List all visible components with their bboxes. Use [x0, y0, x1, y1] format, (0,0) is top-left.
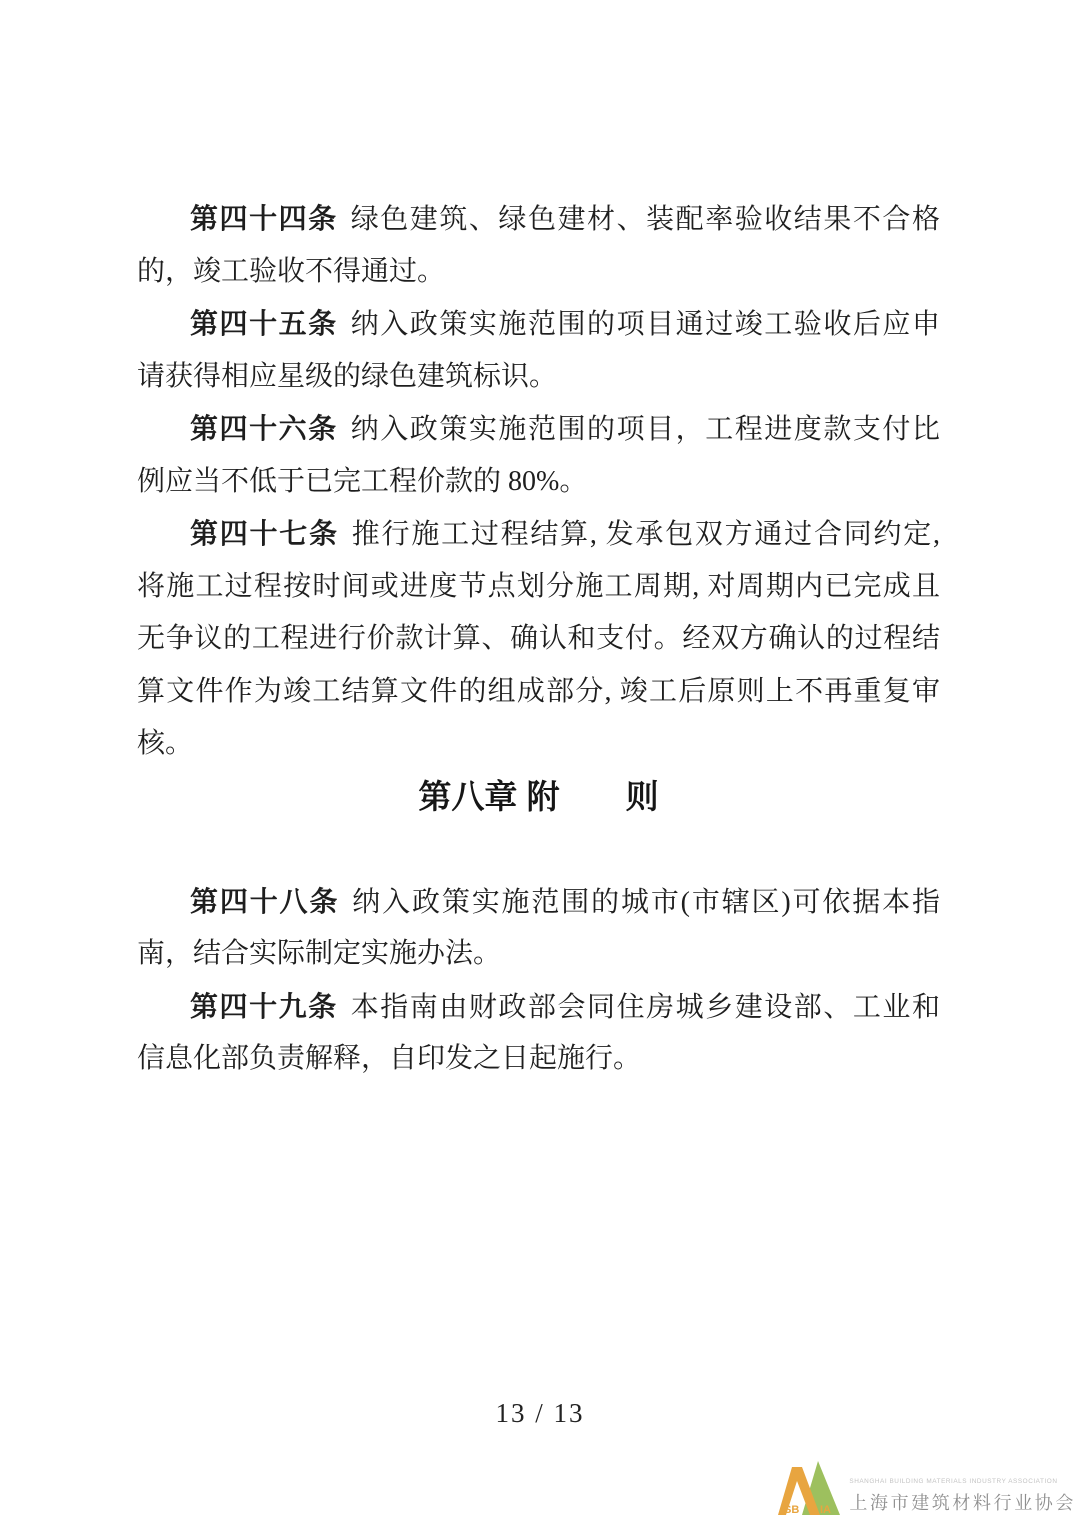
doc-line — [137, 981, 940, 1034]
doc-line-text: 的，竣工验收不得通过。 — [137, 255, 446, 287]
doc-line — [137, 1033, 940, 1086]
chapter-heading: 第八章 附 则 — [418, 777, 659, 815]
doc-line-text: 南，结合实际制定实施办法。 — [137, 938, 502, 969]
page-number: 13 / 13 — [495, 1398, 585, 1428]
doc-line — [137, 613, 940, 666]
doc-line-text: 纳入政策实施范围的项目，工程进度款支付比 — [350, 414, 940, 445]
doc-line-text: 纳入政策实施范围的项目通过竣工验收后应申 — [350, 309, 940, 340]
logo-monogram-left: SB — [784, 1504, 800, 1516]
doc-line-text: 纳入政策实施范围的城市(市辖区)可依据本指 — [352, 886, 940, 918]
doc-line — [137, 561, 940, 614]
doc-line — [137, 403, 940, 456]
doc-line-text: 推行施工过程结算, 发承包双方通过合同约定, — [351, 519, 940, 550]
doc-line-text: 算文件作为竣工结算文件的组成部分, 竣工后原则上不再重复审 — [137, 675, 940, 707]
doc-line — [137, 718, 940, 771]
doc-line — [137, 666, 940, 719]
association-logo — [776, 1459, 1076, 1517]
logo-text-block — [849, 1478, 1076, 1517]
doc-line — [137, 351, 940, 404]
document-body — [137, 193, 940, 1086]
article-number: 第四十九条 — [190, 990, 338, 1022]
doc-line — [137, 508, 940, 561]
article-number: 第四十六条 — [190, 413, 338, 444]
doc-line-text: 信息化部负责解释，自印发之日起施行。 — [137, 1043, 642, 1074]
logo-mountain-icon — [776, 1459, 842, 1517]
doc-line — [137, 298, 940, 351]
doc-line-text: 绿色建筑、绿色建材、装配率验收结果不合格 — [350, 204, 940, 235]
doc-line-text: 请获得相应星级的绿色建筑标识。 — [137, 360, 558, 392]
article-number: 第四十五条 — [190, 308, 338, 339]
doc-line-text: 核。 — [137, 728, 194, 759]
article-number: 第四十七条 — [190, 518, 339, 549]
doc-line-text: 例应当不低于已完工程价款的 80%。 — [137, 465, 588, 497]
doc-line — [137, 928, 940, 981]
doc-line — [137, 456, 940, 509]
logo-name-chinese: 上海市建筑材料行业协会 — [849, 1493, 1076, 1513]
doc-line — [137, 193, 940, 246]
doc-line-text: 将施工过程按时间或进度节点划分施工周期, 对周期内已完成且 — [137, 570, 940, 602]
doc-line — [137, 876, 940, 929]
doc-line — [137, 246, 940, 299]
doc-line-text: 无争议的工程进行价款计算、确认和支付。经双方确认的过程结 — [137, 623, 940, 654]
article-number: 第四十八条 — [190, 885, 340, 917]
article-number: 第四十四条 — [190, 203, 338, 234]
logo-name-english: SHANGHAI BUILDING MATERIALS INDUSTRY ASSOCIATION — [849, 1478, 1058, 1485]
doc-line-text: 本指南由财政部会同住房城乡建设部、工业和 — [350, 991, 940, 1023]
logo-monogram-right: IA — [820, 1504, 832, 1516]
